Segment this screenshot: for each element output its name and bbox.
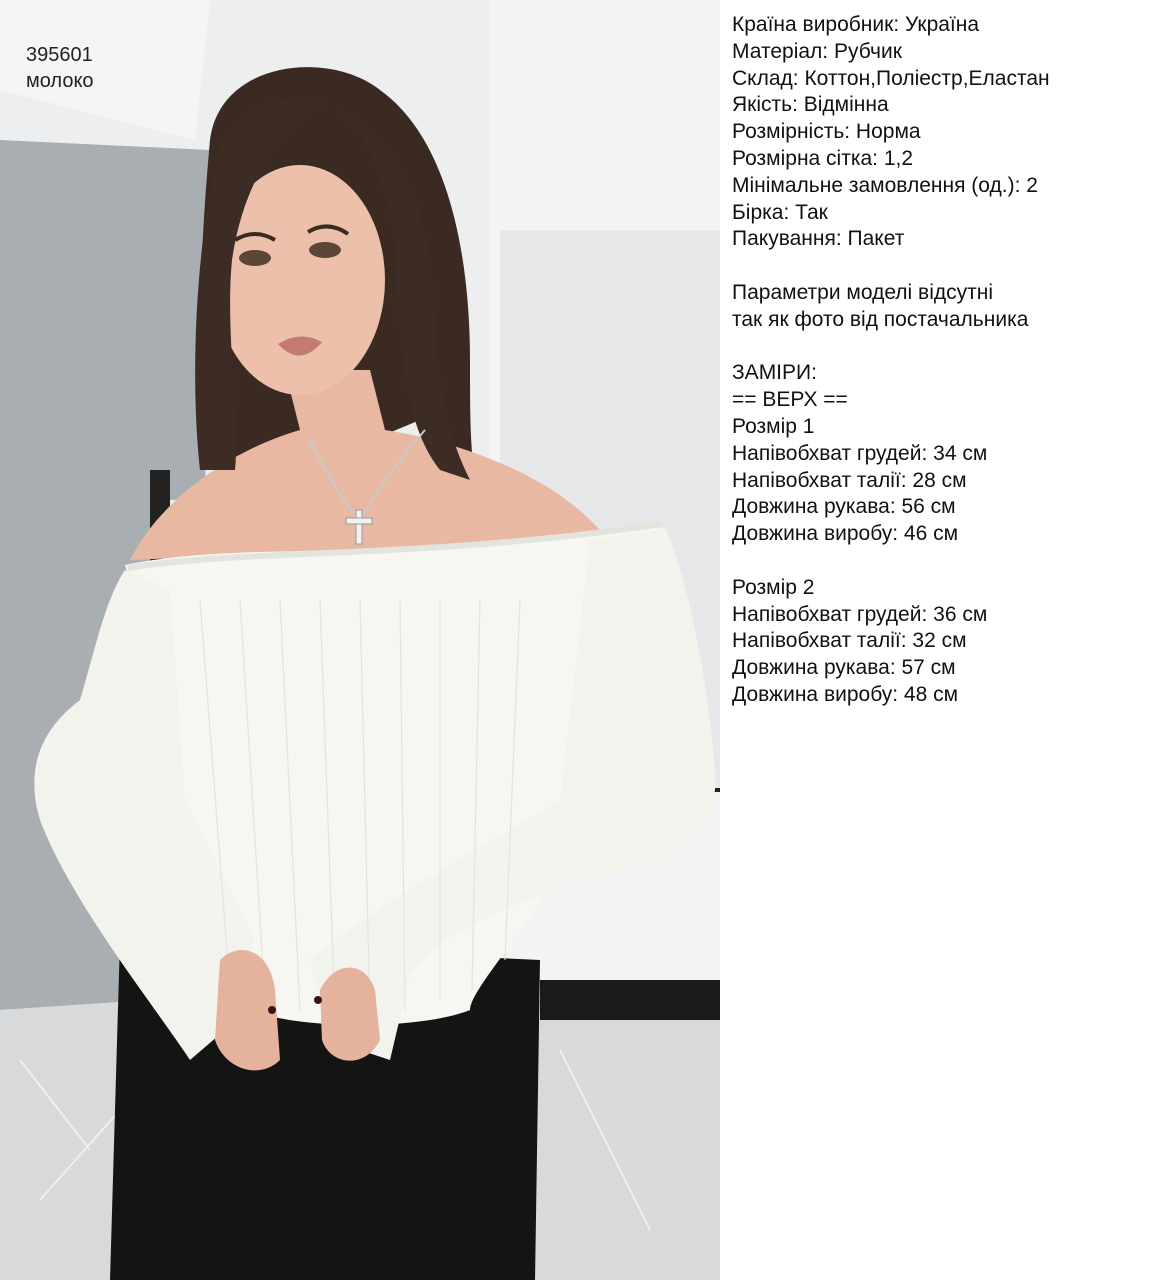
size-block xyxy=(732,414,1152,548)
spec-min-order: Мінімальне замовлення (од.): 2 xyxy=(732,173,1038,197)
model-note-line: Параметри моделі відсутні xyxy=(732,280,994,304)
size-chest: Напівобхват грудей: 36 см xyxy=(732,602,988,626)
size-chest: Напівобхват грудей: 34 см xyxy=(732,441,988,465)
model-note-line: так як фото від постачальника xyxy=(732,307,1029,331)
model-note xyxy=(732,280,1152,334)
spec-tag: Бірка: Так xyxy=(732,200,828,224)
size-title: Розмір 1 xyxy=(732,414,815,438)
size-block xyxy=(732,575,1152,709)
size-waist: Напівобхват талії: 28 см xyxy=(732,468,967,492)
color-name: молоко xyxy=(26,70,94,92)
spec-packaging: Пакування: Пакет xyxy=(732,227,905,251)
size-title: Розмір 2 xyxy=(732,575,815,599)
spec-size-grid: Розмірна сітка: 1,2 xyxy=(732,146,914,170)
size-length: Довжина виробу: 46 см xyxy=(732,522,959,546)
spec-quality: Якість: Відмінна xyxy=(732,93,889,117)
measurements-heading: ЗАМІРИ: xyxy=(732,361,817,385)
spacer xyxy=(732,253,1152,280)
spacer xyxy=(732,334,1152,361)
spec-composition: Склад: Коттон,Поліестр,Еластан xyxy=(732,66,1050,90)
spacer xyxy=(732,548,1152,575)
article-number: 395601 xyxy=(26,44,93,66)
spec-sizing: Розмірність: Норма xyxy=(732,120,921,144)
size-sleeve: Довжина рукава: 57 см xyxy=(732,656,956,680)
spec-list xyxy=(732,12,1152,253)
measurements-section: == ВЕРХ == xyxy=(732,388,848,412)
size-sleeve: Довжина рукава: 56 см xyxy=(732,495,956,519)
spec-material: Матеріал: Рубчик xyxy=(732,39,902,63)
measurements xyxy=(732,360,1152,708)
size-waist: Напівобхват талії: 32 см xyxy=(732,629,967,653)
spec-country: Країна виробник: Україна xyxy=(732,13,980,36)
product-label xyxy=(26,42,94,94)
product-description xyxy=(732,12,1152,709)
size-length: Довжина виробу: 48 см xyxy=(732,682,959,706)
